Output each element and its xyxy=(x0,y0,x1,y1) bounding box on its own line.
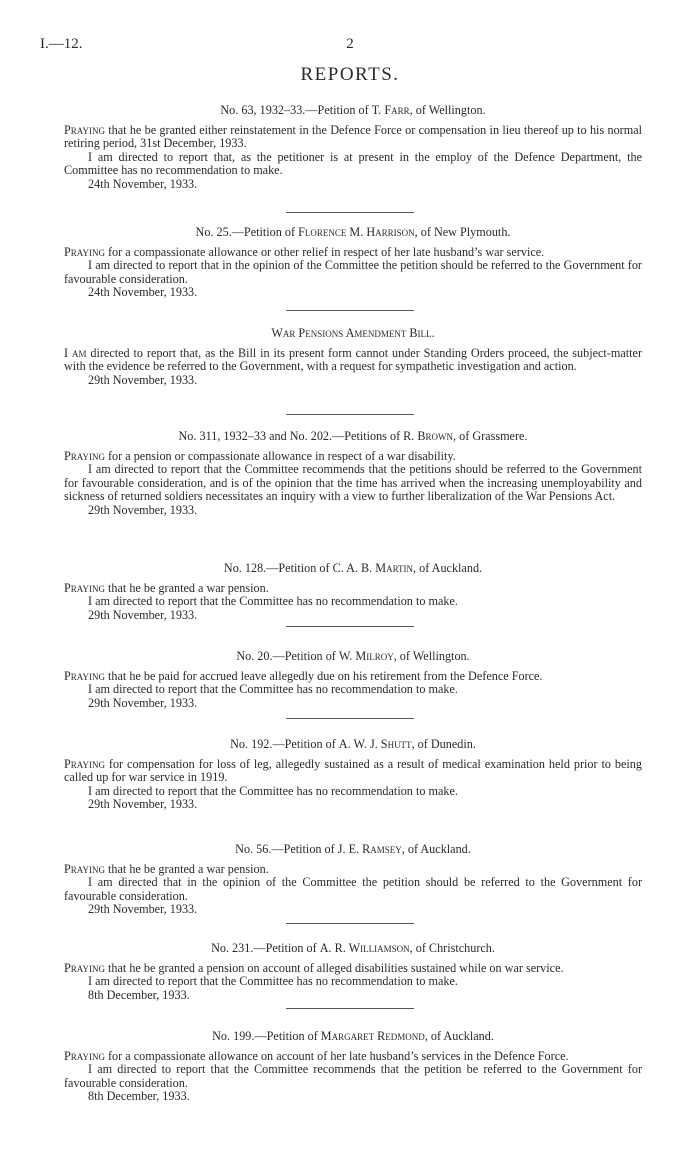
document-reference: I.—12. xyxy=(40,36,83,52)
report-text: I am directed to report that, as the Bill in its present form cannot under Standing Orders proceed, the subject-matter with the evidence be referred to the Government, with a request for sympathetic investigation and action. xyxy=(64,345,642,374)
section-heading: No. 56.—Petition of J. E. Ramsey, of Auckland. xyxy=(235,842,471,856)
section-heading: No. 20.—Petition of W. Milroy, of Wellington. xyxy=(236,649,470,663)
petition-text: Praying that he be granted a pension on account of alleged disabilities sustained while on war service. xyxy=(64,960,564,975)
petitioner-name: A. W. J. Shutt xyxy=(338,737,412,751)
page-title: REPORTS. xyxy=(300,64,400,85)
report-section xyxy=(64,226,642,300)
report-text: I am directed to report that in the opinion of the Committee the petition should be referred to the Government for favourable consideration. xyxy=(64,258,642,286)
petition-text: Praying that he be granted a war pension. xyxy=(64,861,269,876)
section-divider xyxy=(286,1008,414,1009)
report-date: 8th December, 1933. xyxy=(88,1089,190,1104)
petition-text: Praying that he be paid for accrued leave allegedly due on his retirement from the Defence Force. xyxy=(64,668,543,683)
report-section xyxy=(64,843,642,917)
report-text: I am directed to report that the Committee has no recommendation to make. xyxy=(88,682,458,697)
report-text: I am directed to report that, as the petitioner is at present in the employ of the Defence Department, the Committee has no recommendation to make. xyxy=(64,149,642,178)
petitioner-name: Margaret Redmond xyxy=(320,1029,425,1043)
petition-text: Praying that he be granted a war pension. xyxy=(64,580,269,595)
report-text: I am directed to report that the Committee recommends that the petitions should be referred to the Government for favourable consideration, and is of the opinion that the time has arrived when the increasing unemployability and sickness of returned soldiers necessitates an inquiry with a view to further liberalization of the War Pensions Act. xyxy=(64,462,642,504)
report-date: 29th November, 1933. xyxy=(88,902,198,917)
bill-name: War Pensions Amendment Bill xyxy=(271,326,432,340)
section-heading: No. 63, 1932–33.—Petition of T. Farr, of Wellington. xyxy=(220,103,486,117)
report-date: 24th November, 1933. xyxy=(88,176,198,191)
section-heading: No. 311, 1932–33 and No. 202.—Petitions of R. Brown, of Grassmere. xyxy=(178,429,528,443)
petition-text: Praying for a compassionate allowance on account of her late husband’s services in the Defence Force. xyxy=(64,1048,569,1063)
section-divider xyxy=(286,923,414,924)
petitioner-name: J. E. Ramsey xyxy=(337,842,402,856)
report-date: 29th November, 1933. xyxy=(88,502,198,517)
petition-text: Praying for a pension or compassionate allowance in respect of a war disability. xyxy=(64,448,456,463)
section-divider xyxy=(286,310,414,311)
page-number: 2 xyxy=(346,36,354,52)
petitioner-name: Florence M. Harrison xyxy=(298,225,415,239)
report-section xyxy=(64,430,642,518)
petitioner-name: W. Milroy xyxy=(338,649,394,663)
petitioner-name: C. A. B. Martin xyxy=(332,561,414,575)
section-divider xyxy=(286,212,414,213)
report-date: 8th December, 1933. xyxy=(88,987,190,1002)
section-divider xyxy=(286,414,414,415)
report-section xyxy=(64,942,642,1002)
report-date: 29th November, 1933. xyxy=(88,797,198,812)
report-section xyxy=(64,650,642,710)
report-date: 29th November, 1933. xyxy=(88,372,198,387)
report-text: I am directed to report that the Committee recommends that the petition be referred to the Government for favourable consideration. xyxy=(64,1062,642,1090)
section-heading: No. 25.—Petition of Florence M. Harrison, of New Plymouth. xyxy=(195,225,511,239)
report-date: 29th November, 1933. xyxy=(88,607,198,622)
report-section xyxy=(64,327,642,387)
section-heading: No. 199.—Petition of Margaret Redmond, of Auckland. xyxy=(212,1029,494,1043)
section-heading: No. 192.—Petition of A. W. J. Shutt, of Dunedin. xyxy=(230,737,476,751)
section-heading: War Pensions Amendment Bill. xyxy=(271,326,435,340)
section-heading: No. 231.—Petition of A. R. Williamson, of Christchurch. xyxy=(211,941,495,955)
report-text: I am directed that in the opinion of the Committee the petition should be referred to the Government for favourable consideration. xyxy=(64,875,642,903)
report-section xyxy=(64,738,642,812)
report-text: I am directed to report that the Committee has no recommendation to make. xyxy=(88,594,458,609)
report-date: 29th November, 1933. xyxy=(88,695,198,710)
petitioner-name: R. Brown xyxy=(403,429,454,443)
report-section xyxy=(64,104,642,192)
report-section xyxy=(64,562,642,622)
report-text: I am directed to report that the Committee has no recommendation to make. xyxy=(88,974,458,989)
report-text: I am directed to report that the Committee has no recommendation to make. xyxy=(88,783,458,798)
report-section xyxy=(64,1030,642,1104)
section-heading: No. 128.—Petition of C. A. B. Martin, of Auckland. xyxy=(223,561,483,575)
petition-text: Praying for a compassionate allowance or other relief in respect of her late husband’s war service. xyxy=(64,244,545,259)
petition-text: Praying for compensation for loss of leg, allegedly sustained as a result of medical examination held prior to being called up for war service in 1919. xyxy=(64,756,642,785)
section-divider xyxy=(286,718,414,719)
petitioner-name: A. R. Williamson xyxy=(319,941,410,955)
petition-text: Praying that he be granted either reinstatement in the Defence Force or compensation in lieu thereof up to his normal retiring period, 31st December, 1933. xyxy=(64,122,642,151)
report-date: 24th November, 1933. xyxy=(88,285,198,300)
section-divider xyxy=(286,626,414,627)
petitioner-name: T. Farr xyxy=(371,103,410,117)
